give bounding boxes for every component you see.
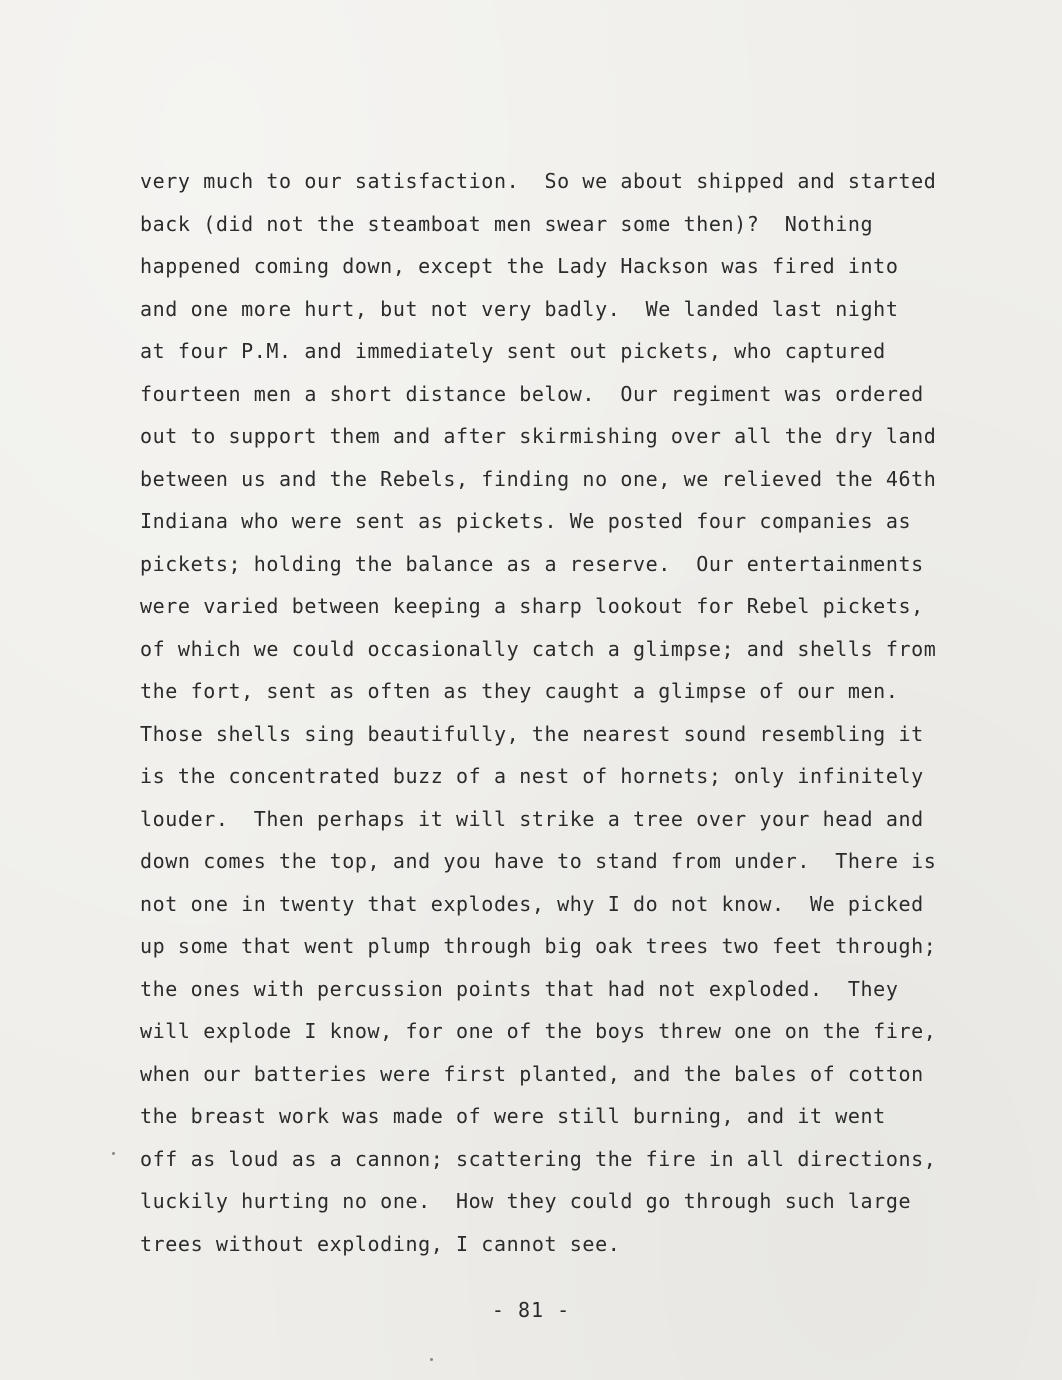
text-line: Indiana who were sent as pickets. We posted four companies as [140, 509, 912, 533]
text-line: when our batteries were first planted, and the bales of cotton [140, 1061, 924, 1086]
text-line: off as loud as a cannon; scattering the fire in all directions, [140, 1146, 937, 1171]
text-line: will explode I know, for one of the boys threw one on the fire, [140, 1019, 937, 1043]
text-line: at four P.M. and immediately sent out pickets, who captured [140, 339, 886, 363]
text-line: between us and the Rebels, finding no one, we relieved the 46th [140, 466, 937, 491]
body-text [140, 160, 960, 1265]
text-line: were varied between keeping a sharp lookout for Rebel pickets, [140, 594, 924, 618]
text-line: fourteen men a short distance below. Our regiment was ordered [140, 381, 924, 406]
text-line: happened coming down, except the Lady Hackson was fired into [140, 254, 899, 278]
text-line: trees without exploding, I cannot see. [140, 1231, 621, 1256]
text-line: is the concentrated buzz of a nest of hornets; only infinitely [140, 764, 924, 788]
text-line: Those shells sing beautifully, the nearest sound resembling it [140, 721, 924, 746]
text-line: not one in twenty that explodes, why I do not know. We picked [140, 891, 924, 916]
text-line: out to support them and after skirmishing over all the dry land [140, 424, 937, 448]
text-line: the breast work was made of were still burning, and it went [140, 1104, 886, 1128]
page-number: - 81 - [491, 1298, 571, 1322]
text-line: and one more hurt, but not very badly. We landed last night [140, 296, 899, 321]
text-line: up some that went plump through big oak trees two feet through; [140, 934, 937, 958]
paper-speck [112, 1152, 115, 1155]
text-line: the ones with percussion points that had not exploded. They [140, 976, 899, 1001]
text-line: of which we could occasionally catch a glimpse; and shells from [140, 636, 937, 661]
text-line: the fort, sent as often as they caught a glimpse of our men. [140, 679, 899, 703]
text-line: luckily hurting no one. How they could go through such large [140, 1189, 912, 1213]
text-line: pickets; holding the balance as a reserve. Our entertainments [140, 551, 924, 576]
text-line: down comes the top, and you have to stand from under. There is [140, 849, 937, 873]
text-line: back (did not the steamboat men swear some then)? Nothing [140, 211, 874, 236]
text-line: very much to our satisfaction. So we about shipped and started [140, 169, 937, 193]
text-line: louder. Then perhaps it will strike a tree over your head and [140, 806, 924, 831]
paper-speck [430, 1358, 433, 1361]
